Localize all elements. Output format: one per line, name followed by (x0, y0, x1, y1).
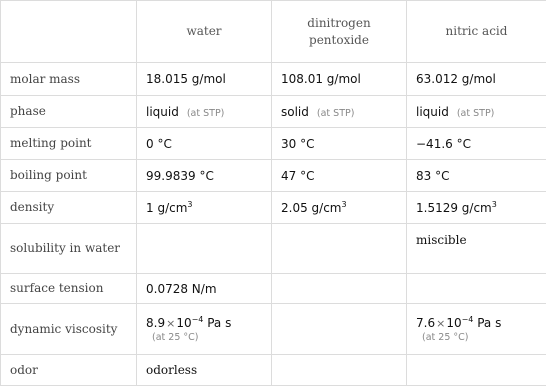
phase-note: (at STP) (457, 108, 495, 119)
row-density (1, 192, 546, 224)
odor-nitric-acid (407, 355, 546, 386)
row-solubility (1, 224, 546, 274)
viscosity-note: (at 25 °C) (152, 332, 262, 343)
surface-tension-dinitrogen-pentoxide (272, 274, 407, 304)
density-exponent: 3 (187, 200, 192, 209)
times-sign: × (165, 317, 176, 330)
density-dinitrogen-pentoxide (272, 192, 407, 224)
solubility-water (137, 224, 272, 274)
viscosity-mantissa: 7.6 (416, 316, 435, 330)
surface-tension-nitric-acid (407, 274, 546, 304)
dynamic-viscosity-dinitrogen-pentoxide (272, 304, 407, 355)
density-value: 2.05 g/cm (281, 201, 341, 215)
corner-cell (1, 1, 137, 63)
row-label-solubility: solubility in water (1, 224, 137, 274)
viscosity-unit: Pa s (207, 316, 231, 330)
solubility-nitric-acid: miscible (407, 224, 546, 274)
row-label-phase: phase (1, 96, 137, 128)
row-melting-point (1, 128, 546, 160)
melting-point-dinitrogen-pentoxide: 30 °C (272, 128, 407, 160)
molar-mass-nitric-acid: 63.012 g/mol (407, 63, 546, 96)
dynamic-viscosity-water (137, 304, 272, 355)
row-odor (1, 355, 546, 386)
row-dynamic-viscosity (1, 304, 546, 355)
viscosity-base: 10 (176, 316, 191, 330)
row-label-surface-tension: surface tension (1, 274, 137, 304)
odor-water: odorless (137, 355, 272, 386)
phase-note: (at STP) (187, 108, 225, 119)
density-exponent: 3 (492, 200, 497, 209)
phase-value: liquid (146, 105, 179, 119)
surface-tension-water: 0.0728 N/m (137, 274, 272, 304)
row-label-molar-mass: molar mass (1, 63, 137, 96)
header-row (1, 1, 546, 63)
row-label-density: density (1, 192, 137, 224)
phase-note: (at STP) (317, 108, 355, 119)
boiling-point-water: 99.9839 °C (137, 160, 272, 192)
molar-mass-water: 18.015 g/mol (137, 63, 272, 96)
row-surface-tension (1, 274, 546, 304)
boiling-point-nitric-acid: 83 °C (407, 160, 546, 192)
density-exponent: 3 (341, 200, 346, 209)
phase-nitric-acid (407, 96, 546, 128)
column-header-nitric-acid: nitric acid (407, 1, 546, 63)
phase-value: liquid (416, 105, 449, 119)
column-header-water: water (137, 1, 272, 63)
phase-water (137, 96, 272, 128)
melting-point-nitric-acid: −41.6 °C (407, 128, 546, 160)
solubility-dinitrogen-pentoxide (272, 224, 407, 274)
phase-value: solid (281, 105, 309, 119)
density-nitric-acid (407, 192, 546, 224)
viscosity-mantissa: 8.9 (146, 316, 165, 330)
column-header-dinitrogen-pentoxide: dinitrogen pentoxide (272, 1, 407, 63)
row-phase (1, 96, 546, 128)
row-label-dynamic-viscosity: dynamic viscosity (1, 304, 137, 355)
dynamic-viscosity-nitric-acid (407, 304, 546, 355)
viscosity-unit: Pa s (477, 316, 501, 330)
viscosity-note: (at 25 °C) (422, 332, 537, 343)
viscosity-base: 10 (446, 316, 461, 330)
row-label-boiling-point: boiling point (1, 160, 137, 192)
boiling-point-dinitrogen-pentoxide: 47 °C (272, 160, 407, 192)
density-value: 1.5129 g/cm (416, 201, 492, 215)
row-molar-mass (1, 63, 546, 96)
row-boiling-point (1, 160, 546, 192)
row-label-odor: odor (1, 355, 137, 386)
viscosity-exponent: −4 (462, 315, 474, 324)
phase-dinitrogen-pentoxide (272, 96, 407, 128)
viscosity-exponent: −4 (192, 315, 204, 324)
molar-mass-dinitrogen-pentoxide: 108.01 g/mol (272, 63, 407, 96)
density-value: 1 g/cm (146, 201, 187, 215)
row-label-melting-point: melting point (1, 128, 137, 160)
times-sign: × (435, 317, 446, 330)
melting-point-water: 0 °C (137, 128, 272, 160)
density-water (137, 192, 272, 224)
odor-dinitrogen-pentoxide (272, 355, 407, 386)
